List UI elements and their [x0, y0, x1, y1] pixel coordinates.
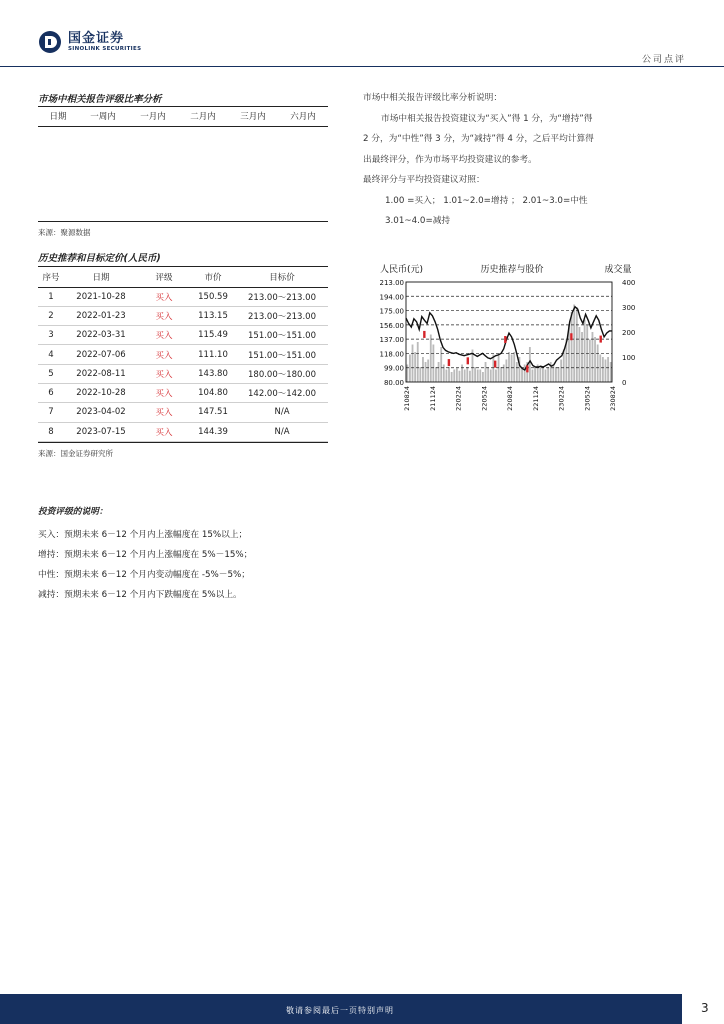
recommendation-marker [448, 359, 450, 366]
rating-col-date: 日期 [49, 112, 67, 122]
chart-y-tick-label: 137.00 [379, 336, 404, 345]
rating-definitions-title: 投资评级的说明： [38, 507, 108, 517]
volume-bar [414, 352, 416, 382]
history-col-price: 市价 [190, 267, 236, 287]
rating-definition-underweight: 减持：预期未来 6－12 个月内下跌幅度在 5%以上。 [38, 590, 242, 600]
history-row [38, 287, 328, 306]
volume-bar [448, 367, 450, 382]
volume-bar [422, 357, 424, 382]
history-cell-date: 2023-07-15 [64, 422, 138, 441]
rating-col-6m: 六月内 [290, 112, 316, 122]
volume-bar [539, 367, 541, 382]
history-col-date: 日期 [64, 267, 138, 287]
volume-bar [453, 370, 455, 383]
volume-bar [503, 365, 505, 383]
history-row [38, 422, 328, 441]
volume-bar [511, 355, 513, 383]
volume-bar [581, 332, 583, 382]
volume-bar [545, 370, 547, 383]
volume-bar [529, 347, 531, 382]
volume-bar [469, 371, 471, 382]
chart-y2-tick-label: 400 [622, 279, 636, 287]
history-col-rating: 评级 [138, 267, 190, 287]
volume-bar [406, 365, 408, 383]
volume-bar [464, 370, 466, 383]
volume-bar [479, 370, 481, 383]
recommendation-marker [467, 357, 469, 364]
history-cell-rating: 买入 [138, 287, 190, 306]
recommendation-marker [600, 336, 602, 343]
chart-x-tick-label: 230524 [583, 386, 592, 411]
volume-bar [427, 360, 429, 383]
history-row [38, 403, 328, 422]
chart-y-tick-label: 213.00 [379, 279, 404, 287]
chart-x-tick-label: 211124 [428, 386, 437, 411]
volume-bar [513, 352, 515, 382]
volume-bar [555, 367, 557, 382]
volume-bar [610, 362, 612, 382]
mapping-line-1: 1.00 =买入； 1.01~2.0=增持 ； 2.01~3.0=中性 [385, 195, 588, 206]
history-row [38, 345, 328, 364]
volume-bar [446, 370, 448, 383]
volume-bar [542, 367, 544, 382]
chart-y2-axis-label: 成交量 [604, 265, 632, 275]
explanation-para-2: 2 分，为“中性”得 3 分，为“减持”得 4 分，之后平均计算得 [363, 134, 594, 144]
explanation-title: 市场中相关报告评级比率分析说明： [363, 93, 502, 103]
chart-x-tick-label: 210824 [403, 386, 411, 411]
volume-bar [435, 367, 437, 382]
rating-explanation [363, 88, 688, 232]
volume-bar [563, 350, 565, 383]
history-cell-date: 2022-07-06 [64, 345, 138, 364]
history-cell-price: 104.80 [190, 383, 236, 402]
chart-x-tick-label: 230824 [609, 386, 617, 411]
mapping-line-2: 3.01~4.0=减持 [385, 216, 451, 226]
history-row [38, 383, 328, 402]
volume-bar [607, 357, 609, 382]
volume-bar [459, 371, 461, 382]
rating-ratio-title: 市场中相关报告评级比率分析 [38, 94, 162, 105]
volume-bar [438, 362, 440, 382]
chart-y-tick-label: 175.00 [379, 307, 404, 316]
volume-bar [500, 367, 502, 382]
history-row [38, 306, 328, 325]
history-cell-target: N/A [236, 403, 328, 422]
history-cell-date: 2022-01-23 [64, 306, 138, 325]
chart-y2-tick-label: 100 [622, 354, 636, 362]
chart-y2-tick-label: 0 [622, 379, 627, 387]
volume-bar [602, 357, 604, 382]
volume-bar [456, 368, 458, 382]
chart-title: 历史推荐与股价 [480, 265, 544, 275]
volume-bar [412, 345, 414, 383]
history-cell-target: 213.00～213.00 [236, 306, 328, 325]
volume-bar [605, 360, 607, 383]
volume-bar [498, 355, 500, 383]
volume-bar [425, 362, 427, 382]
history-title: 历史推荐和目标定价(人民币) [38, 253, 161, 264]
history-source: 来源：国金证券研究所 [38, 449, 113, 458]
volume-bar [578, 327, 580, 382]
history-row [38, 364, 328, 383]
recommendation-marker [526, 365, 528, 372]
rating-ratio-header [38, 110, 328, 122]
history-cell-price: 150.59 [190, 287, 236, 306]
rating-ratio-top-rule [38, 106, 328, 107]
history-cell-no: 2 [38, 306, 64, 325]
rating-ratio-header-rule [38, 126, 328, 127]
footer-disclaimer-note: 敬请参阅最后一页特别声明 [286, 1006, 394, 1015]
mapping-title: 最终评分与平均投资建议对照： [363, 175, 485, 185]
chart-y-tick-label: 156.00 [379, 321, 404, 330]
history-cell-no: 8 [38, 422, 64, 441]
history-cell-date: 2022-08-11 [64, 364, 138, 383]
history-cell-target: 151.00～151.00 [236, 345, 328, 364]
header-divider [0, 66, 724, 67]
recommendation-marker [504, 336, 506, 343]
history-table-body [38, 287, 328, 441]
history-cell-rating: 买入 [138, 403, 190, 422]
volume-bar [477, 370, 479, 383]
chart-x-tick-label: 220224 [454, 386, 463, 411]
history-cell-price: 111.10 [190, 345, 236, 364]
history-cell-target: N/A [236, 422, 328, 441]
volume-bar [547, 367, 549, 382]
history-cell-no: 6 [38, 383, 64, 402]
chart-y-tick-label: 99.00 [383, 364, 404, 373]
logo-mark-icon [38, 30, 62, 54]
volume-bar [430, 335, 432, 383]
chart-x-tick-label: 220824 [506, 386, 514, 411]
page-number: 3 [701, 1001, 709, 1015]
volume-bar [485, 362, 487, 382]
volume-bar [490, 370, 492, 383]
rating-definitions [38, 502, 252, 605]
volume-bar [552, 365, 554, 383]
volume-bar [532, 370, 534, 383]
page-header [0, 0, 724, 70]
history-cell-price: 115.49 [190, 326, 236, 345]
volume-bar [597, 345, 599, 383]
volume-bar [558, 367, 560, 382]
recommendation-marker [570, 333, 572, 340]
volume-bar [432, 345, 434, 383]
history-cell-rating: 买入 [138, 383, 190, 402]
chart-y2-tick-label: 200 [622, 329, 636, 337]
history-cell-price: 113.15 [190, 306, 236, 325]
history-cell-price: 143.80 [190, 364, 236, 383]
rating-col-1w: 一周内 [90, 112, 116, 122]
chart-x-tick-label: 230224 [557, 386, 566, 411]
rating-definition-neutral: 中性：预期未来 6－12 个月内变动幅度在 -5%－5%； [38, 570, 250, 580]
chart-y-tick-label: 80.00 [383, 379, 404, 387]
history-bottom-rule [38, 442, 328, 443]
history-cell-target: 142.00～142.00 [236, 383, 328, 402]
explanation-para-1: 市场中相关报告投资建议为“买入”得 1 分，为“增持”得 [381, 113, 593, 124]
history-cell-rating: 买入 [138, 345, 190, 364]
history-cell-no: 1 [38, 287, 64, 306]
history-cell-date: 2022-10-28 [64, 383, 138, 402]
volume-bar [419, 367, 421, 382]
volume-bar [487, 367, 489, 382]
rating-ratio-bottom-rule [38, 221, 328, 222]
history-cell-price: 147.51 [190, 403, 236, 422]
history-cell-price: 144.39 [190, 422, 236, 441]
volume-bar [474, 367, 476, 382]
history-col-no: 序号 [38, 267, 64, 287]
volume-bar [594, 337, 596, 382]
history-cell-no: 5 [38, 364, 64, 383]
volume-bar [417, 342, 419, 382]
history-cell-date: 2023-04-02 [64, 403, 138, 422]
logo-name-cn: 国金证券 [68, 30, 125, 46]
volume-bar [492, 355, 494, 383]
document-type: 公司点评 [641, 55, 686, 65]
chart-y-tick-label: 118.00 [379, 350, 404, 359]
history-cell-no: 7 [38, 403, 64, 422]
history-cell-target: 151.00～151.00 [236, 326, 328, 345]
chart-y2-tick-label: 300 [622, 304, 636, 312]
volume-bar [516, 362, 518, 382]
history-cell-date: 2021-10-28 [64, 287, 138, 306]
recommendation-marker [423, 331, 425, 338]
volume-bar [599, 355, 601, 383]
chart-y-tick-label: 194.00 [379, 293, 404, 302]
volume-bar [592, 332, 594, 382]
history-cell-no: 3 [38, 326, 64, 345]
volume-bar [505, 360, 507, 383]
volume-bar [589, 340, 591, 383]
history-cell-rating: 买入 [138, 306, 190, 325]
volume-bar [482, 372, 484, 382]
price-history-chart-svg [360, 260, 640, 430]
rating-ratio-source: 来源：聚源数据 [38, 228, 91, 237]
history-col-target: 目标价 [236, 267, 328, 287]
volume-bar [571, 312, 573, 382]
volume-bar [495, 370, 497, 383]
history-header-row [38, 267, 328, 287]
volume-bar [560, 360, 562, 383]
volume-bar [451, 372, 453, 382]
chart-y-axis-label: 人民币(元) [380, 265, 424, 275]
history-cell-rating: 买入 [138, 422, 190, 441]
rating-definition-overweight: 增持：预期未来 6－12 个月内上涨幅度在 5%－15%； [38, 550, 253, 560]
history-cell-rating: 买入 [138, 326, 190, 345]
volume-bar [440, 347, 442, 382]
logo-name-en: SINOLINK SECURITIES [68, 45, 142, 52]
volume-bar [409, 355, 411, 383]
price-history-chart [360, 260, 640, 430]
history-cell-target: 180.00～180.00 [236, 364, 328, 383]
history-cell-rating: 买入 [138, 364, 190, 383]
rating-col-3m: 三月内 [240, 112, 266, 122]
volume-bar [443, 365, 445, 383]
company-logo [38, 30, 141, 54]
volume-bar [524, 365, 526, 383]
volume-bar [534, 367, 536, 382]
explanation-para-3: 出最终评分，作为市场平均投资建议的参考。 [363, 154, 537, 165]
history-cell-no: 4 [38, 345, 64, 364]
rating-col-2m: 二月内 [190, 112, 216, 122]
rating-definition-buy: 买入：预期未来 6－12 个月内上涨幅度在 15%以上； [38, 530, 248, 540]
chart-x-tick-label: 221124 [531, 386, 540, 411]
history-table [38, 267, 328, 442]
volume-bar [461, 365, 463, 383]
volume-bar [508, 352, 510, 382]
rating-col-1m: 一月内 [140, 112, 166, 122]
volume-bar [466, 367, 468, 382]
chart-x-tick-label: 220524 [480, 386, 489, 411]
volume-bar [576, 307, 578, 382]
history-row [38, 326, 328, 345]
volume-bar [573, 305, 575, 383]
history-cell-date: 2022-03-31 [64, 326, 138, 345]
recommendation-marker [494, 361, 496, 368]
volume-bar [584, 320, 586, 383]
history-cell-target: 213.00～213.00 [236, 287, 328, 306]
